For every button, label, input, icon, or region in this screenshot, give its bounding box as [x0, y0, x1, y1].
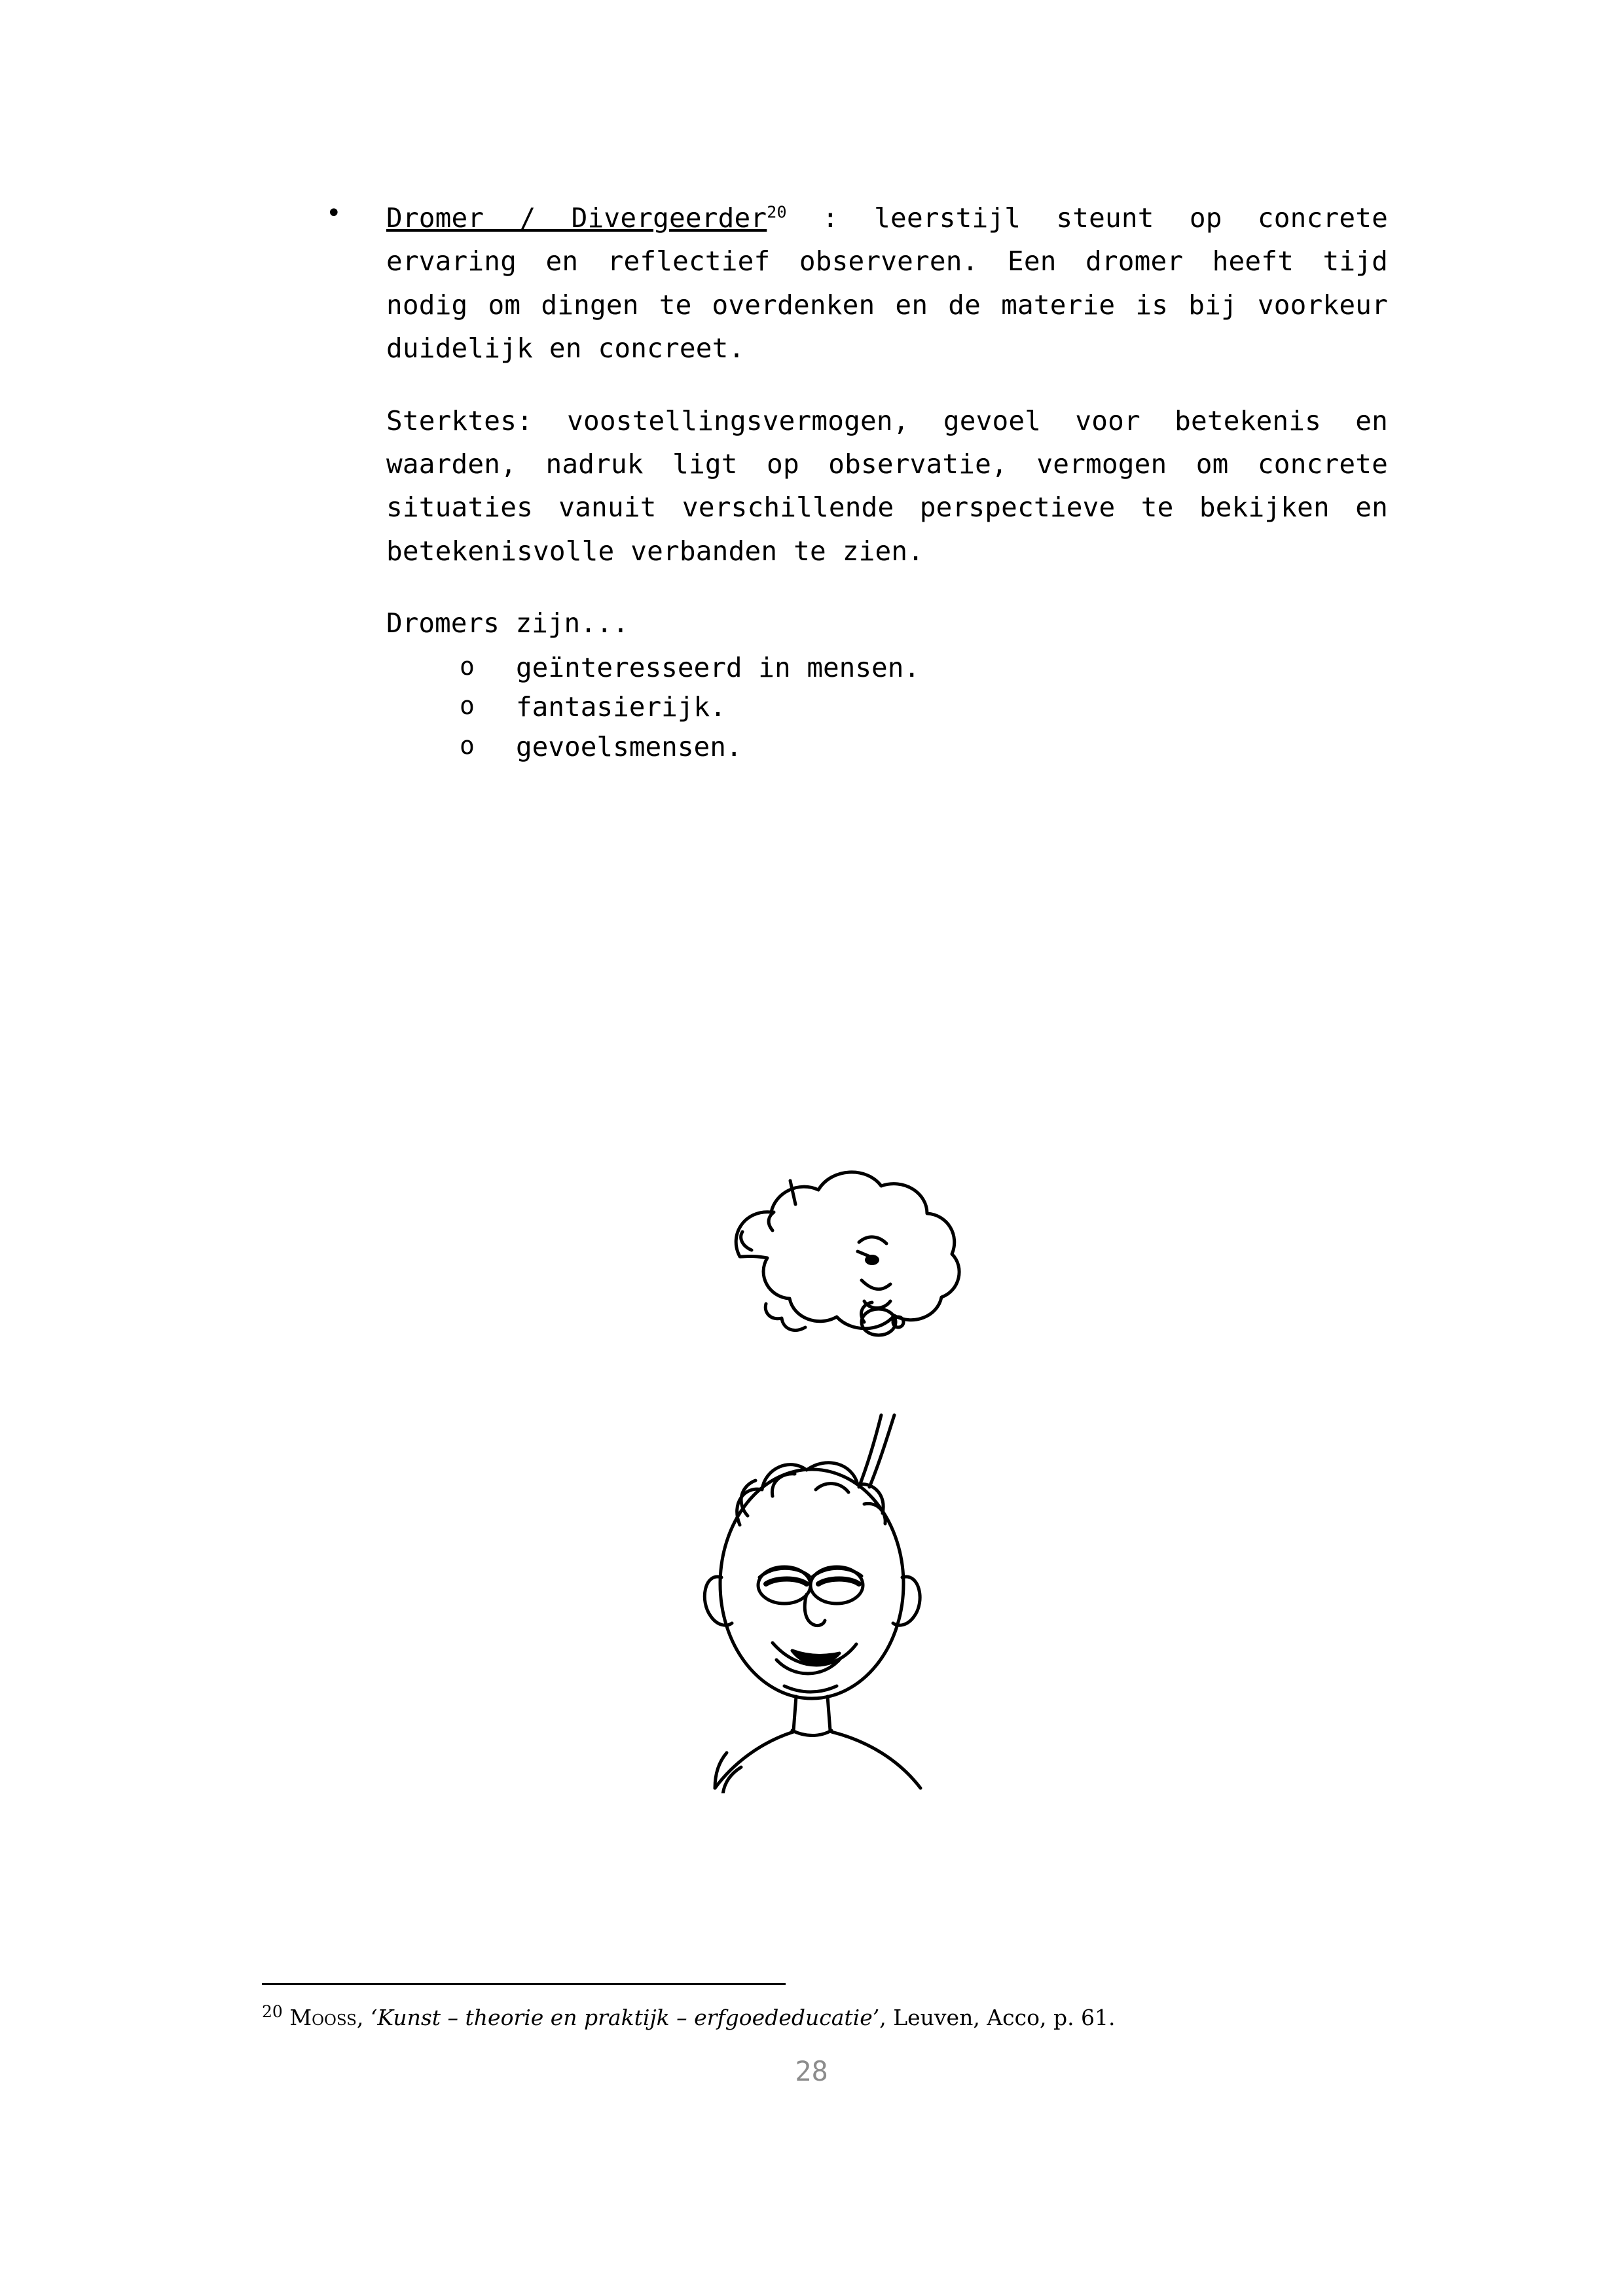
main-bullet-item	[314, 196, 1388, 767]
main-paragraph	[386, 196, 1388, 370]
footnote-rest: , Leuven, Acco, p. 61.	[879, 2005, 1116, 2030]
term-label: Dromer / Divergeerder	[386, 202, 767, 234]
page-content	[314, 196, 1388, 767]
list-item-label: gevoelsmensen.	[516, 731, 742, 762]
footnote-title: ‘Kunst – theorie en praktijk – erfgoededucatie’	[370, 2005, 880, 2030]
footnote-author: Mooss,	[289, 2005, 364, 2030]
list-item	[460, 687, 1388, 727]
sub-bullet-marker: o	[460, 731, 475, 760]
main-paragraph-body: : leerstijl steunt op concrete ervaring en reflectief observeren. Een dromer heeft tijd nodig om dingen te overdenken en de materie is bij voorkeur duidelijk en concreet.	[386, 202, 1388, 365]
dreamer-traits-list	[386, 648, 1388, 767]
sub-bullet-marker: o	[460, 691, 475, 721]
list-item	[460, 648, 1388, 688]
list-intro: Dromers zijn...	[386, 607, 629, 639]
list-item	[460, 727, 1388, 767]
footnote-separator	[262, 1983, 786, 1985]
bullet-marker: •	[326, 198, 342, 228]
footnote-number: 20	[262, 2002, 283, 2021]
sub-bullet-marker: o	[460, 651, 475, 681]
footnote-reference: 20	[767, 202, 787, 222]
strengths-paragraph: Sterktes: voostellingsvermogen, gevoel voor betekenis en waarden, nadruk ligt op observatie, vermogen om concrete situaties vanuit verschillende perspectieve te bekijken en betekenisvolle verbanden te zien.	[386, 404, 1388, 567]
footnote	[262, 2003, 1375, 2033]
page-number: 28	[795, 2055, 828, 2087]
dreamer-illustration	[576, 1126, 1061, 1793]
list-item-label: fantasierijk.	[516, 691, 726, 723]
list-item-label: geïnteresseerd in mensen.	[516, 651, 921, 683]
